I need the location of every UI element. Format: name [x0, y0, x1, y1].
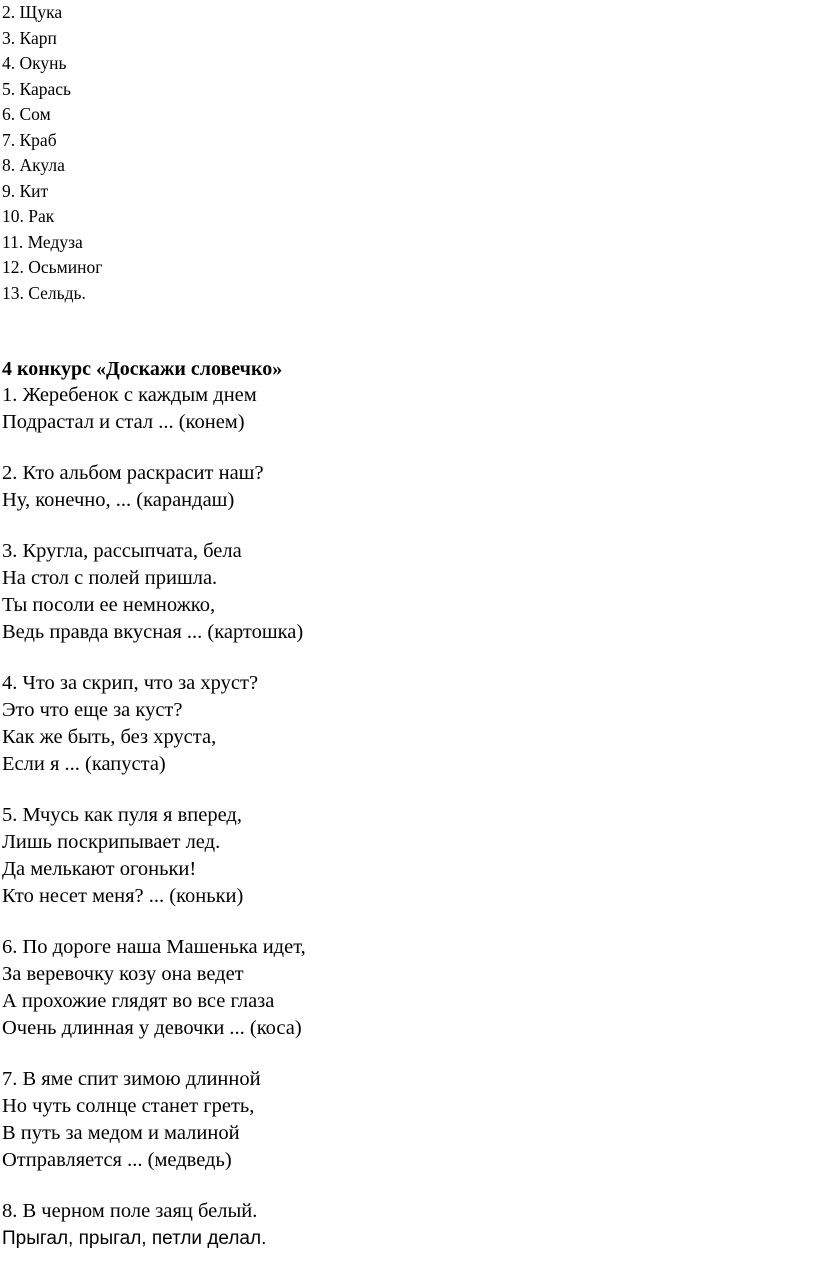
riddle-8 — [2, 1198, 306, 1252]
riddle-line: 8. В черном поле заяц белый. — [2, 1200, 258, 1222]
riddle-line: Кто несет меня? ... (коньки) — [2, 885, 244, 907]
riddle-line: Ну, конечно, ... (карандаш) — [2, 489, 235, 511]
riddle-line: За веревочку козу она ведет — [2, 963, 244, 985]
riddle-line: Очень длинная у девочки ... (коса) — [2, 1017, 302, 1039]
riddle-6 — [2, 934, 306, 1042]
riddle-line: Да мелькают огоньки! — [2, 858, 197, 880]
riddle-line: 5. Мчусь как пуля я вперед, — [2, 804, 242, 826]
riddle-line: Отправляется ... (медведь) — [2, 1149, 232, 1171]
list-item: 10. Рак — [2, 206, 55, 226]
riddle-line: Но чуть солнце станет греть, — [2, 1095, 255, 1117]
riddle-line: Как же быть, без хруста, — [2, 726, 217, 748]
list-item: 9. Кит — [2, 180, 49, 201]
list-item: 11. Медуза — [2, 231, 83, 252]
list-item: 8. Акула — [2, 155, 65, 175]
list-item: 2. Щука — [2, 2, 63, 22]
list-item: 12. Осьминог — [2, 257, 103, 277]
riddle-2 — [2, 460, 306, 514]
list-item: 4. Окунь — [2, 53, 67, 73]
riddle-line: 3. Кругла, рассыпчата, бела — [2, 540, 242, 562]
list-item: 3. Карп — [2, 27, 57, 48]
contest-heading: 4 конкурс «Доскажи словечко» — [2, 358, 283, 380]
riddle-line: Ведь правда вкусная ... (картошка) — [2, 621, 304, 643]
riddle-line: В путь за медом и малиной — [2, 1122, 240, 1144]
riddle-line: Прыгал, прыгал, петли делал. — [2, 1228, 267, 1249]
riddle-line: Это что еще за куст? — [2, 699, 183, 721]
riddle-5 — [2, 802, 306, 910]
list-item: 7. Краб — [2, 129, 57, 150]
riddle-line: На стол с полей пришла. — [2, 567, 218, 589]
riddle-line: Подрастал и стал ... (конем) — [2, 411, 245, 433]
riddle-line: Ты посоли ее немножко, — [2, 594, 216, 616]
riddle-line: 1. Жеребенок с каждым днем — [2, 384, 257, 406]
riddle-line: Лишь поскрипывает лед. — [2, 831, 221, 853]
fish-list — [2, 0, 102, 306]
riddle-3 — [2, 538, 306, 646]
list-item: 5. Карась — [2, 78, 71, 99]
riddle-line: А прохожие глядят во все глаза — [2, 990, 275, 1012]
riddle-line: 2. Кто альбом раскрасит наш? — [2, 462, 264, 484]
list-item: 13. Сельдь. — [2, 282, 86, 303]
riddle-4 — [2, 670, 306, 778]
riddle-1 — [2, 382, 306, 436]
riddle-line: 4. Что за скрип, что за хруст? — [2, 672, 259, 694]
riddle-line: 7. В яме спит зимою длинной — [2, 1068, 261, 1090]
riddle-7 — [2, 1066, 306, 1174]
riddles-section — [2, 382, 306, 1276]
riddle-line: Если я ... (капуста) — [2, 753, 166, 775]
list-item: 6. Сом — [2, 104, 51, 124]
riddle-line: 6. По дороге наша Машенька идет, — [2, 936, 306, 958]
